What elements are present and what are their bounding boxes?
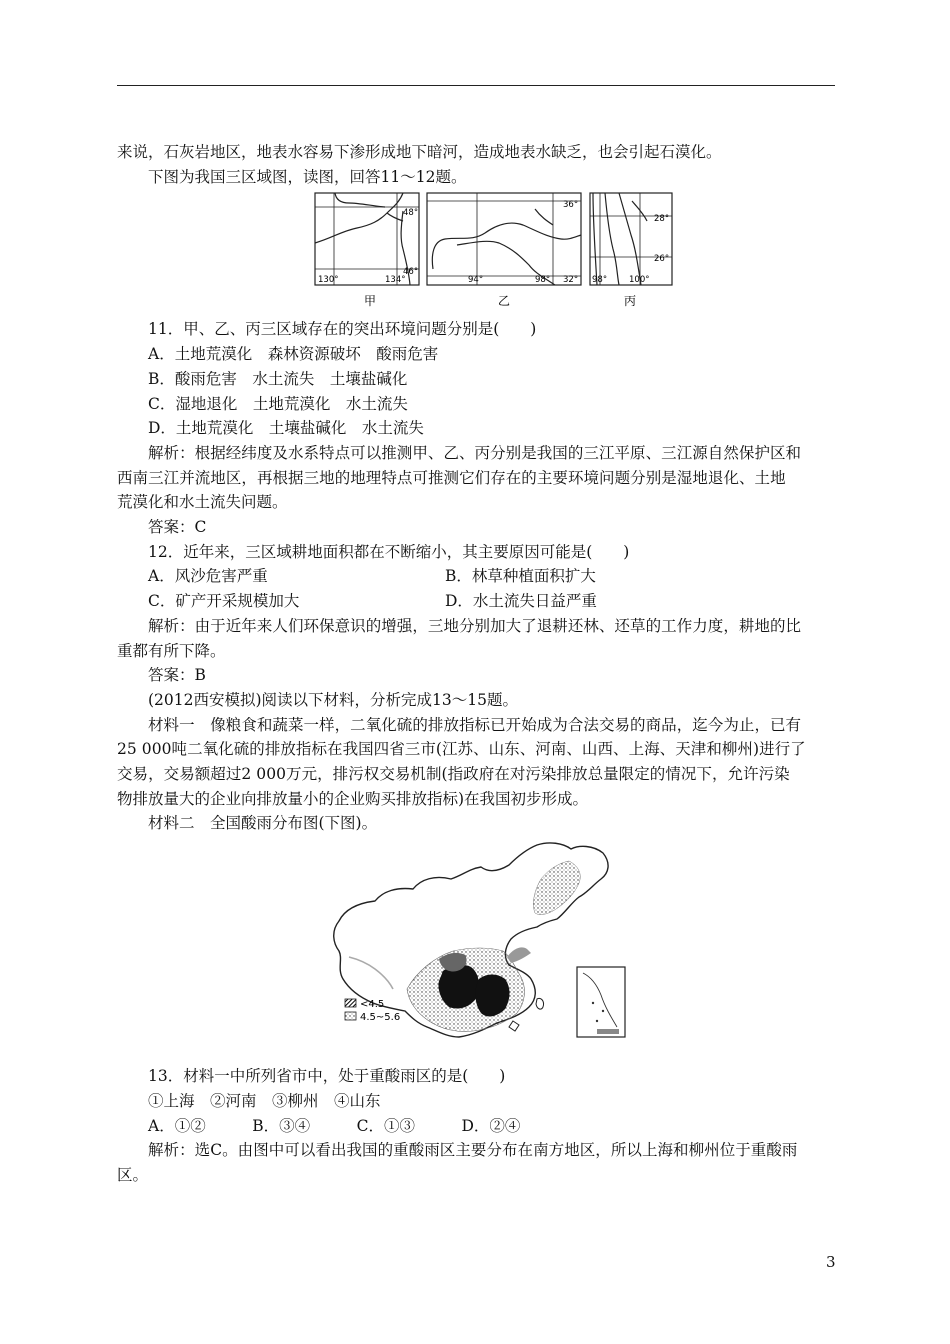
south-china-sea-inset	[577, 967, 625, 1037]
map-yi	[427, 193, 581, 285]
question-12: 12．近年来，三区域耕地面积都在不断缩小，其主要原因可能是( )	[148, 542, 630, 561]
analysis-line: 解析：根据经纬度及水系特点可以推测甲、乙、丙分别是我国的三江平原、三江源自然保护区和	[148, 443, 802, 462]
question-13-choices: A．①② B．③④ C．①③ D．②④	[148, 1116, 521, 1135]
legend-swatch-heavy	[345, 999, 356, 1007]
material-line: 物排放量大的企业向排放量小的企业购买排放指标)在我国初步形成。	[117, 789, 589, 808]
bing-label: 丙	[624, 294, 637, 309]
options-row	[117, 564, 835, 589]
page-number: 3	[826, 1253, 836, 1271]
option-c: C．湿地退化 土地荒漠化 水土流失	[148, 394, 408, 413]
yi-lon-left: 94°	[468, 275, 484, 286]
option-b: B．酸雨危害 水土流失 土壤盐碱化	[148, 369, 408, 388]
legend-label-light: 4.5~5.6	[360, 1012, 401, 1024]
analysis-line: 荒漠化和水土流失问题。	[117, 493, 288, 512]
question-13: 13．材料一中所列省市中，处于重酸雨区的是( )	[148, 1067, 506, 1086]
analysis-line: 西南三江并流地区，再根据三地的地理特点可推测它们存在的主要环境问题分别是湿地退化、土地	[117, 468, 786, 487]
question-11: 11．甲、乙、丙三区域存在的突出环境问题分别是( )	[148, 320, 537, 339]
analysis-line: 重都有所下降。	[117, 641, 226, 660]
text-line: 下图为我国三区域图，读图，回答11～12题。	[148, 167, 467, 186]
yi-lon-right: 98°	[535, 275, 551, 286]
text-line: 来说，石灰岩地区，地表水容易下渗形成地下暗河，造成地表水缺乏，也会引起石漠化。	[117, 143, 722, 161]
option-a: A．土地荒漠化 森林资源破坏 酸雨危害	[148, 345, 439, 364]
legend-label-heavy: <4.5	[360, 999, 385, 1011]
material-line: 25 000吨二氧化硫的排放指标在我国四省三市(江苏、山东、河南、山西、上海、天津和柳州)进行了	[117, 740, 806, 759]
option-b: B．林草种植面积扩大	[445, 567, 596, 586]
analysis-line: 解析：选C。由图中可以看出我国的重酸雨区主要分布在南方地区，所以上海和柳州位于重酸雨	[148, 1141, 798, 1160]
yi-label: 乙	[498, 294, 511, 309]
answer-12: 答案：B	[148, 666, 206, 685]
analysis-line: 区。	[117, 1165, 149, 1184]
source-line: (2012西安模拟)阅读以下材料，分析完成13～15题。	[148, 690, 518, 709]
header-rule	[117, 85, 835, 86]
jia-lon-left: 130°	[318, 275, 339, 286]
map-bing	[590, 193, 672, 285]
option-c: C．矿产开采规模加大	[148, 592, 300, 611]
answer-11: 答案：C	[148, 518, 207, 537]
jia-lat-bot: 46°	[403, 267, 419, 278]
jia-lon-right: 134°	[385, 275, 406, 286]
bing-lat-top: 28°	[654, 214, 670, 225]
analysis-line: 解析：由于近年来人们环保意识的增强，三地分别加大了退耕还林、还草的工作力度，耕地的比	[148, 616, 802, 635]
option-a: A．风沙危害严重	[148, 567, 268, 586]
three-regions-figure	[117, 191, 835, 317]
question-13-items: ①上海 ②河南 ③柳州 ④山东	[148, 1091, 381, 1110]
yi-lat-top: 36°	[563, 200, 579, 211]
material-two: 材料二 全国酸雨分布图(下图)。	[148, 814, 378, 833]
option-d: D．水土流失日益严重	[445, 592, 597, 611]
jia-label: 甲	[364, 294, 377, 309]
options-row	[117, 589, 835, 614]
legend-swatch-light	[345, 1012, 356, 1020]
acid-rain-map	[117, 839, 835, 1064]
material-line: 交易，交易额超过2 000万元，排污权交易机制(指政府在对污染排放总量限定的情况下，允许污染	[117, 765, 790, 784]
bing-lat-bot: 26°	[654, 254, 670, 265]
bing-lon-left: 98°	[592, 275, 608, 286]
option-d: D．土地荒漠化 土壤盐碱化 水土流失	[148, 419, 424, 438]
material-line: 材料一 像粮食和蔬菜一样，二氧化硫的排放指标已开始成为合法交易的商品，迄今为止，已有	[148, 715, 802, 734]
yi-lat-bot: 32°	[563, 275, 579, 286]
jia-lat-top: 48°	[403, 208, 419, 219]
bing-lon-right: 100°	[629, 275, 650, 286]
page-content	[117, 140, 835, 1188]
